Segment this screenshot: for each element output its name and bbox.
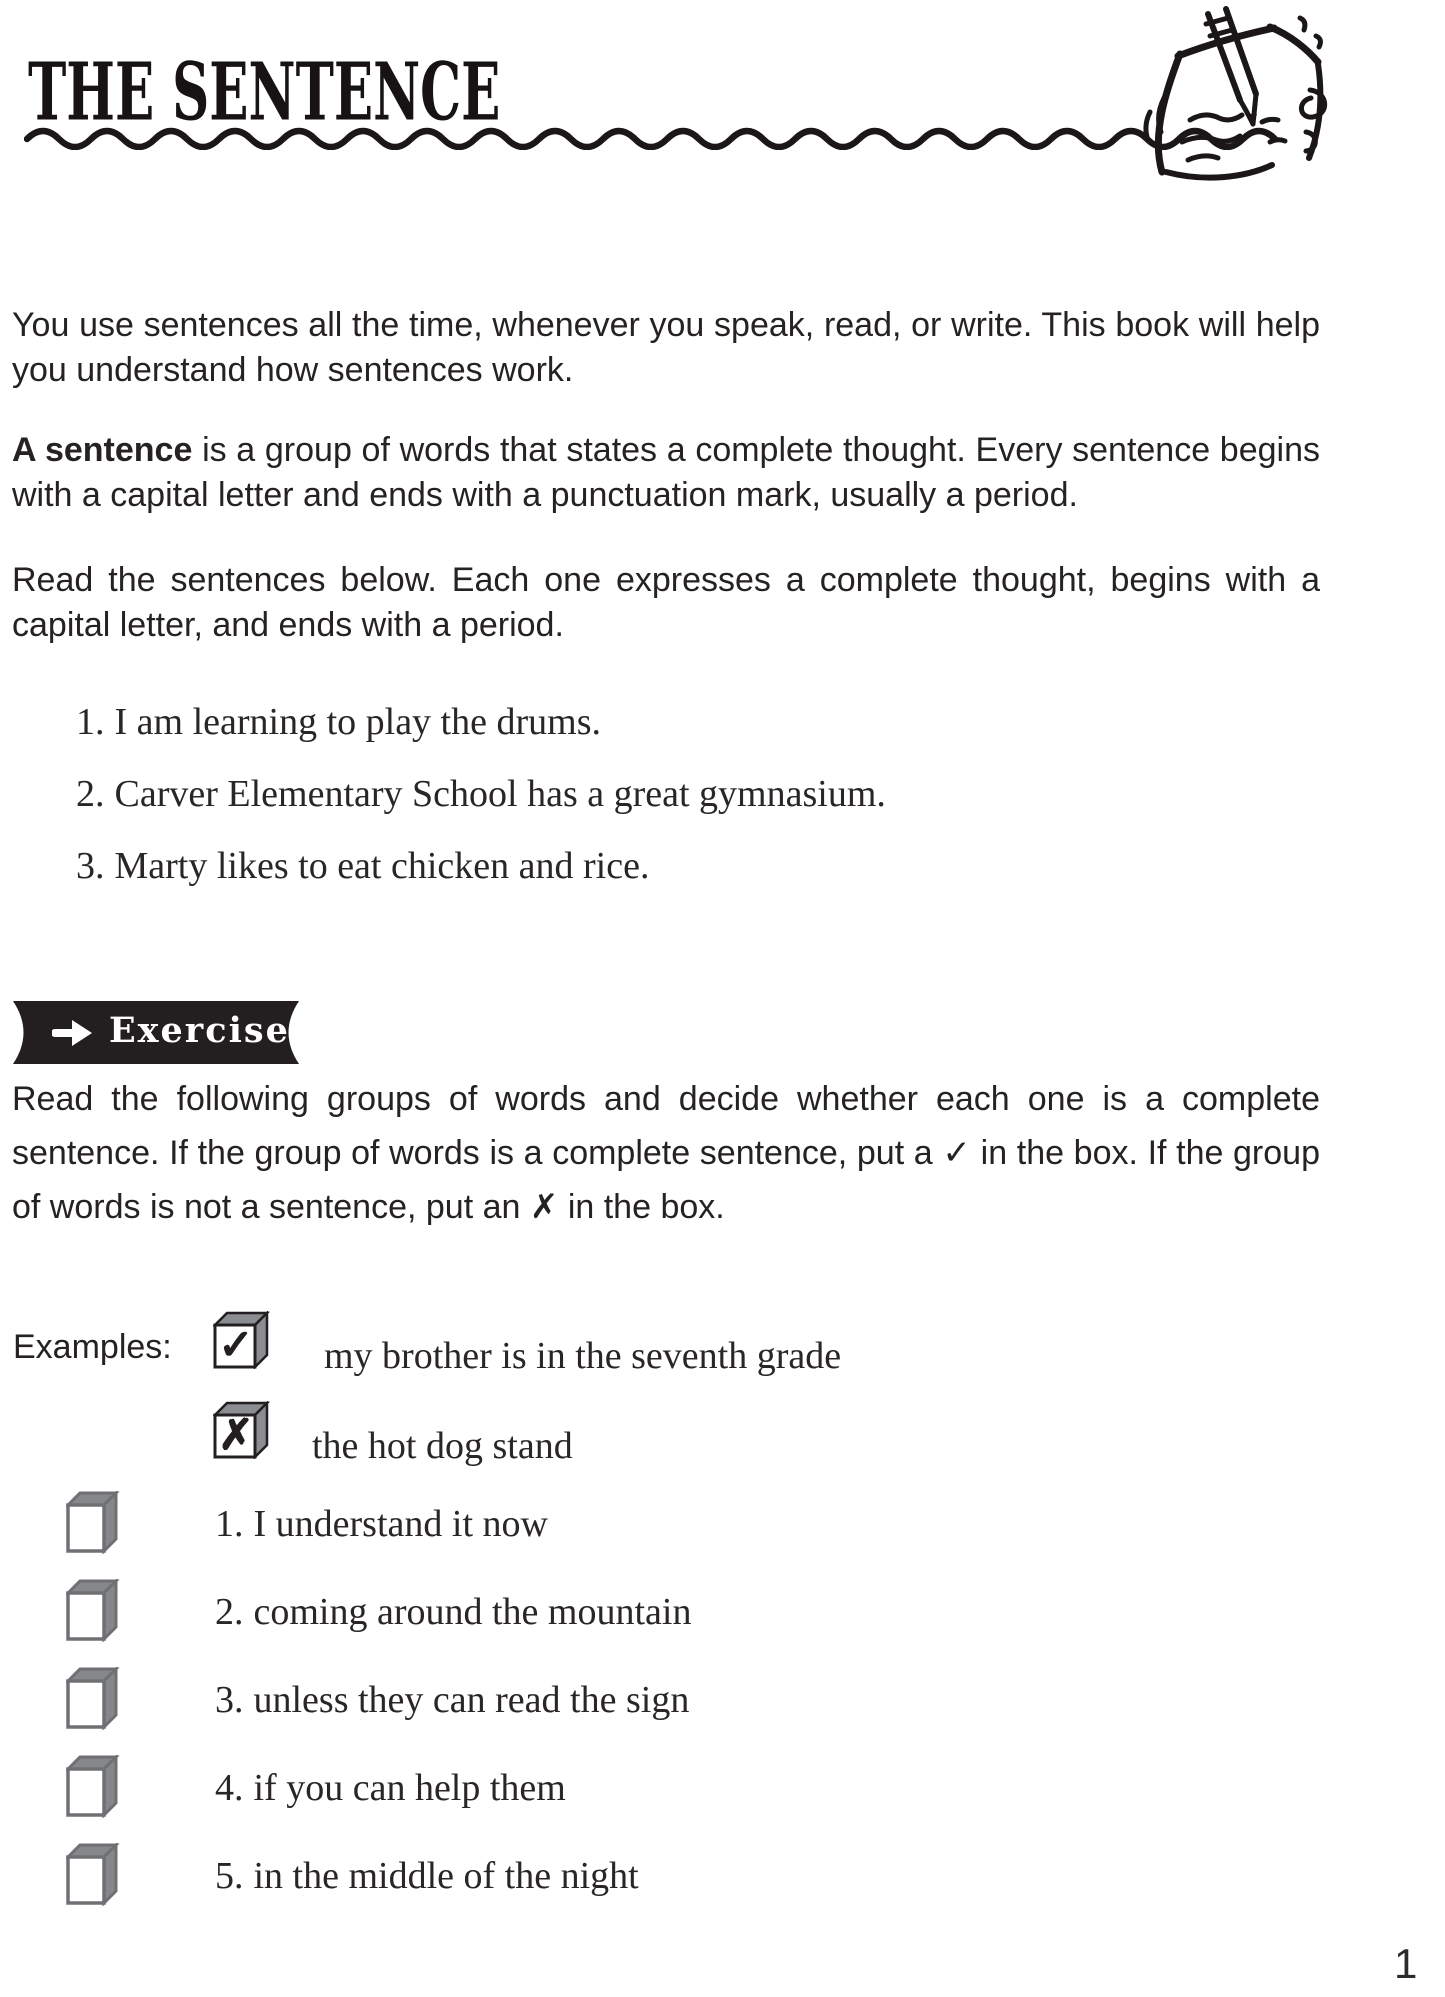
exercise-instructions: [12, 1072, 1320, 1234]
item-number: 3.: [215, 1679, 244, 1721]
x-glyph: ✗: [529, 1187, 559, 1227]
example-sentence-list: [76, 686, 886, 902]
item-5-checkbox[interactable]: [66, 1843, 120, 1907]
list-item-text: Carver Elementary School has a great gymnasium.: [114, 773, 886, 815]
exercise-banner-label: Exercise 1: [109, 1010, 331, 1051]
exercise-item: [215, 1766, 566, 1810]
intro-paragraph-1: [12, 303, 1320, 393]
example-checkbox-checked[interactable]: [213, 1311, 270, 1369]
example-checkbox-crossed[interactable]: [213, 1401, 270, 1459]
list-item-number: 2.: [76, 773, 105, 815]
item-number: 4.: [215, 1767, 244, 1809]
item-number: 1.: [215, 1503, 244, 1545]
intro-paragraph-3: [12, 558, 1320, 648]
item-number: 2.: [215, 1591, 244, 1633]
instructions-text-2: in the box. If the group of words is not a sentence, put an: [12, 1134, 1320, 1226]
list-item-text: Marty likes to eat chicken and rice.: [114, 845, 650, 887]
instructions-text-3: in the box.: [558, 1188, 725, 1226]
examples-label: Examples:: [13, 1328, 172, 1366]
example-check-mark: ✓: [218, 1320, 254, 1369]
intro-paragraph-1-text: You use sentences all the time, whenever you speak, read, or write. This book will help you understand how sentences work.: [12, 306, 1320, 389]
item-2-checkbox[interactable]: [66, 1579, 120, 1643]
example-x-mark: ✗: [218, 1410, 254, 1459]
pencil-writing-illustration-icon: [1120, 2, 1335, 192]
item-4-checkbox[interactable]: [66, 1755, 120, 1819]
definition-term: A sentence: [12, 431, 193, 469]
definition-paragraph: [12, 428, 1320, 518]
item-text: coming around the mountain: [253, 1591, 692, 1633]
list-item-number: 3.: [76, 845, 105, 887]
list-item: [76, 686, 886, 758]
item-3-checkbox[interactable]: [66, 1667, 120, 1731]
example-sentence-checked: my brother is in the seventh grade: [324, 1335, 842, 1377]
exercise-item: [215, 1678, 689, 1722]
item-text: unless they can read the sign: [253, 1679, 690, 1721]
right-arrow-icon: [52, 1017, 94, 1049]
item-text: I understand it now: [253, 1503, 548, 1545]
definition-rest: is a group of words that states a complete thought. Every sentence begins with a capital letter and ends with a punctuation mark, usually a period.: [12, 431, 1320, 514]
item-number: 5.: [215, 1855, 244, 1897]
example-sentence-crossed: the hot dog stand: [312, 1425, 573, 1467]
exercise-item: [215, 1590, 691, 1634]
item-text: in the middle of the night: [253, 1855, 639, 1897]
list-item-text: I am learning to play the drums.: [114, 701, 601, 743]
exercise-item: [215, 1502, 548, 1546]
item-text: if you can help them: [253, 1767, 566, 1809]
instructions-text-1: Read the following groups of words and decide whether each one is a complete sentence. If the group of words is a complete sentence, put a: [12, 1080, 1320, 1172]
exercise-banner: [12, 1000, 331, 1065]
list-item: [76, 758, 886, 830]
intro-paragraph-3-text: Read the sentences below. Each one expresses a complete thought, begins with a capital letter, and ends with a period.: [12, 561, 1320, 644]
list-item: [76, 830, 886, 902]
banner-content: [52, 1000, 330, 1065]
list-item-number: 1.: [76, 701, 105, 743]
wavy-divider-line: [24, 122, 1292, 150]
page-title: THE SENTENCE: [28, 46, 501, 139]
check-glyph: ✓: [942, 1133, 972, 1173]
item-1-checkbox[interactable]: [66, 1491, 120, 1555]
page-number: 1: [1394, 1940, 1418, 1987]
exercise-item: [215, 1854, 639, 1898]
